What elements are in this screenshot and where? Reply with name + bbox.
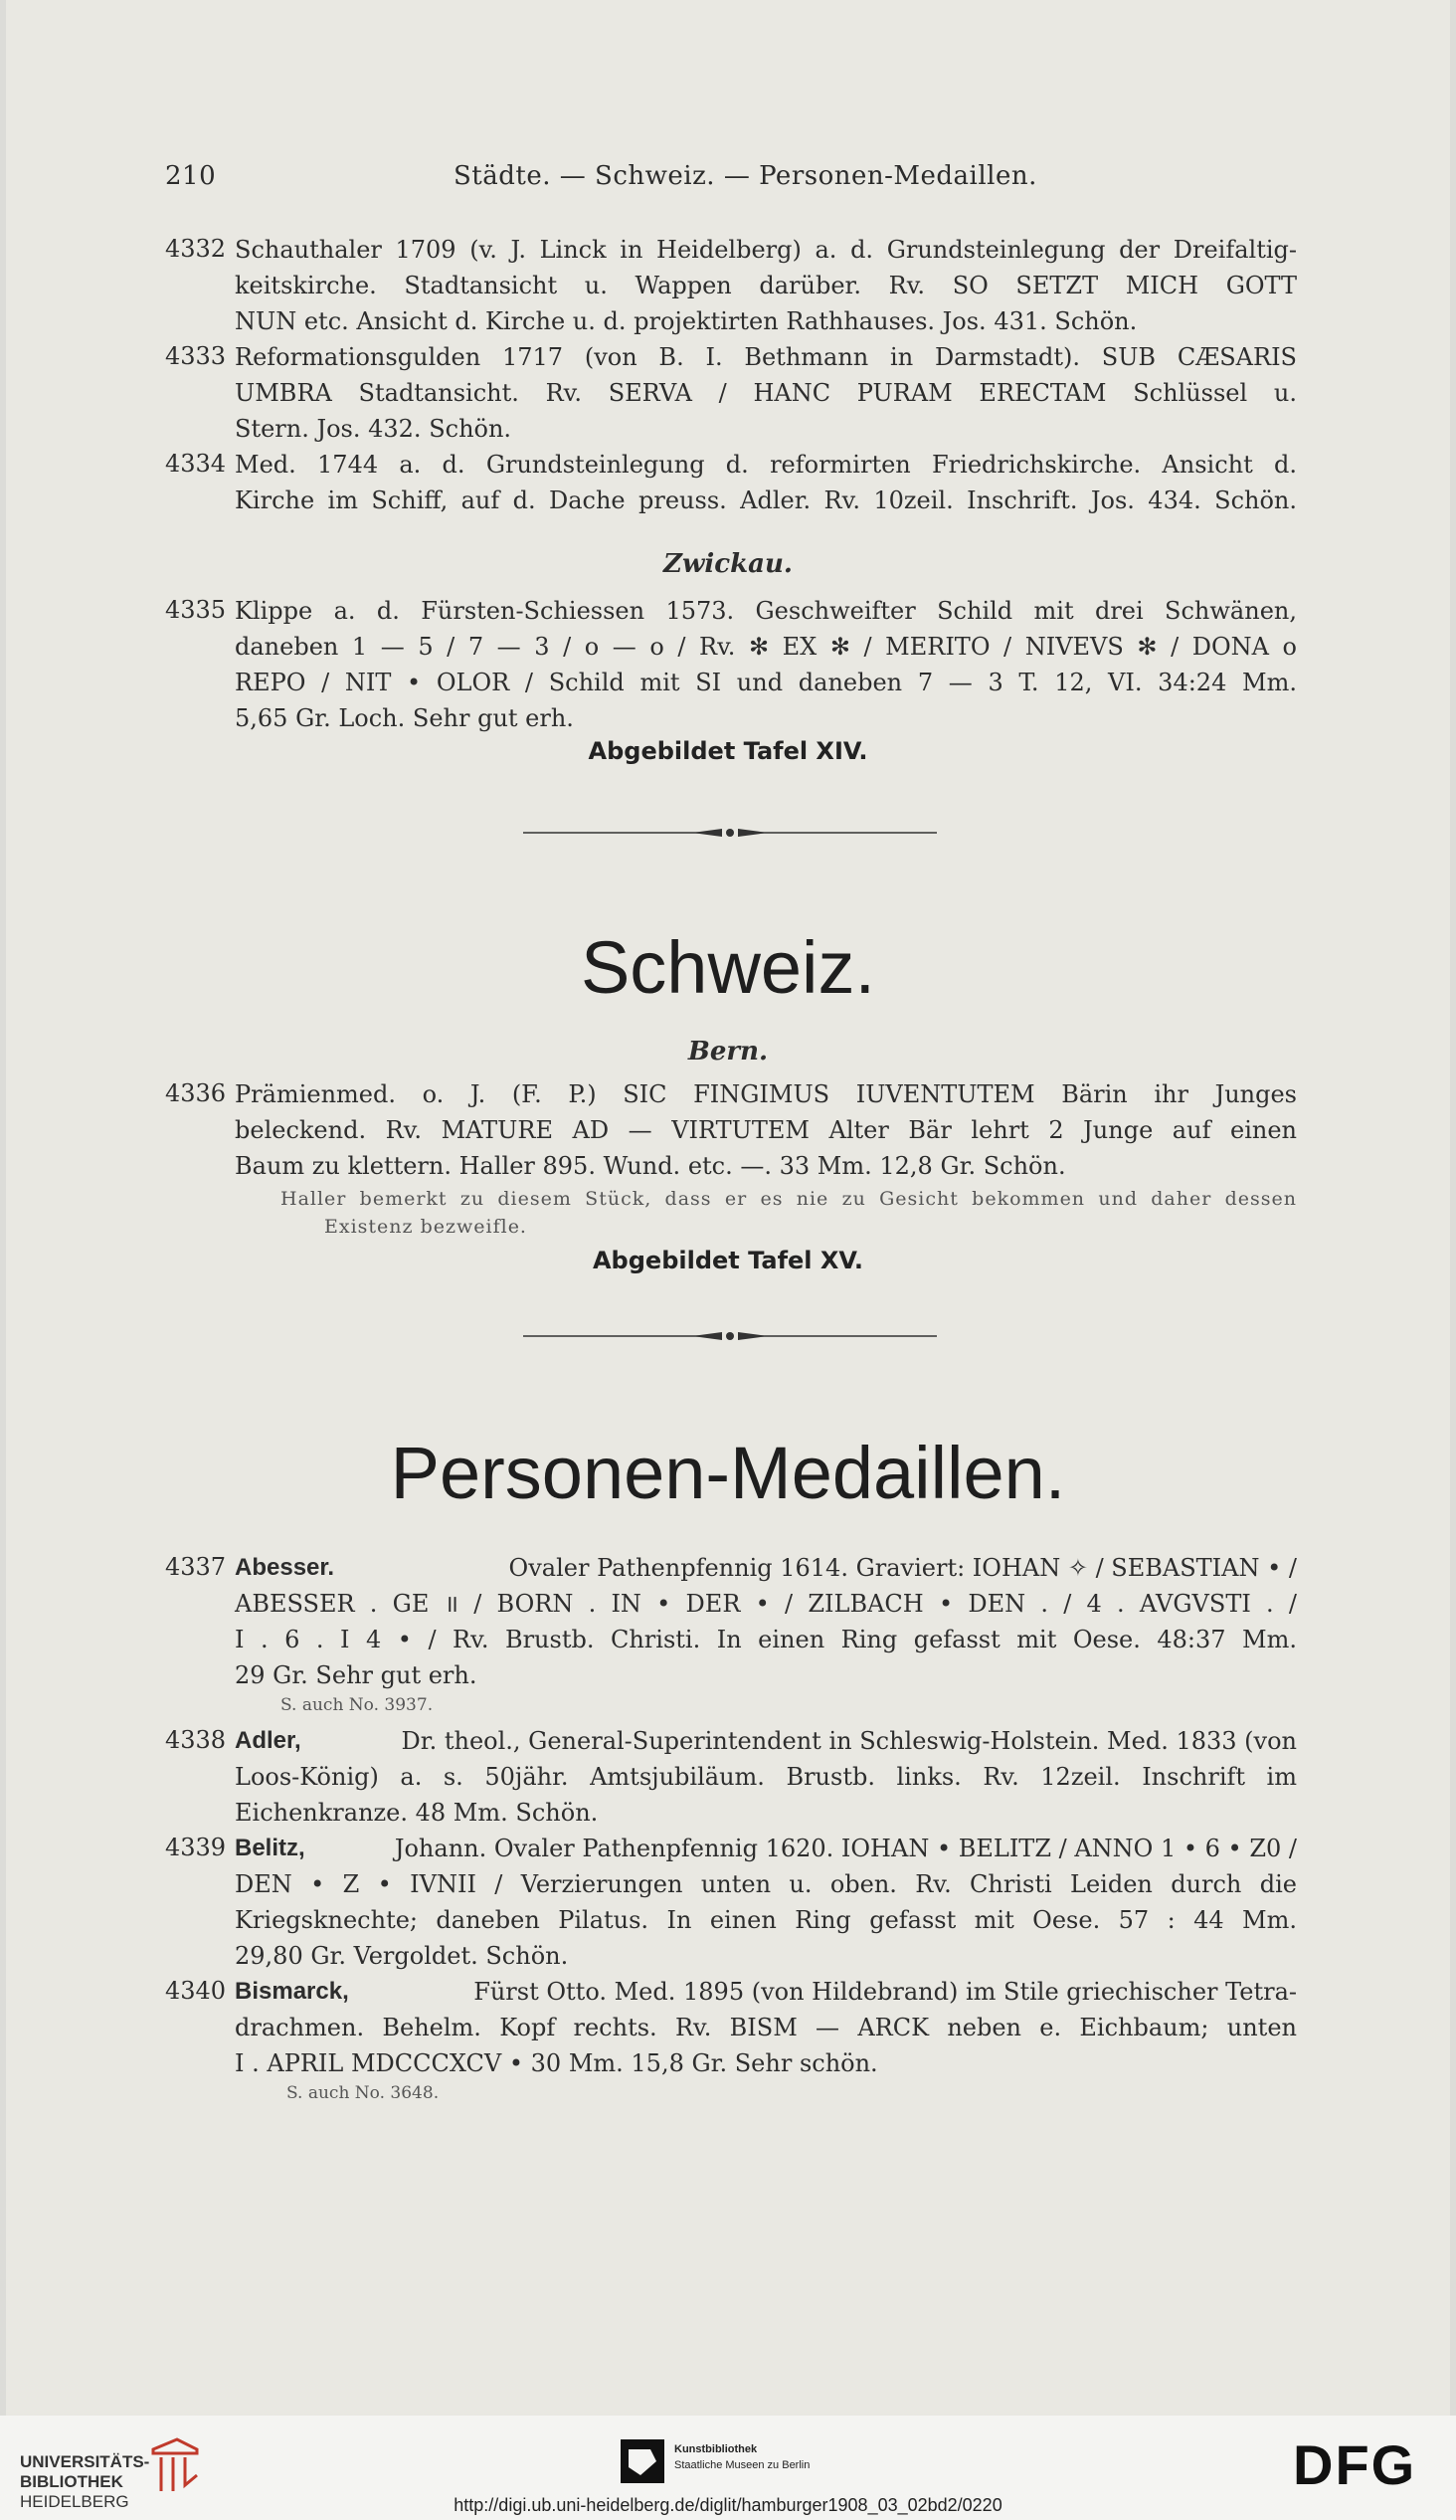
entry-name: Adler,	[235, 1727, 301, 1754]
ub-logo-line: BIBLIOTHEK	[20, 2472, 123, 2491]
entry-line: Med. 1744 a. d. Grundsteinlegung d. reformirten Friedrichskirche. Ansicht d.	[235, 451, 1297, 479]
entry-line: beleckend. Rv. MATURE AD — VIRTUTEM Alter Bär lehrt 2 Junge auf einen	[235, 1116, 1297, 1144]
entry-note: Existenz bezweifle.	[324, 1216, 527, 1238]
entry-line: Loos-König) a. s. 50jähr. Amtsjubiläum. Brustb. links. Rv. 12zeil. Inschrift im	[235, 1763, 1297, 1791]
entry-line: REPO / NIT • OLOR / Schild mit SI und daneben 7 — 3 T. 12, VI. 34:24 Mm.	[235, 669, 1297, 696]
entry-line: Kirche im Schiff, auf d. Dache preuss. Adler. Rv. 10zeil. Inschrift. Jos. 434. Schön.	[235, 486, 1297, 514]
heading-personen-medaillen: Personen-Medaillen.	[390, 1432, 1066, 1514]
entry-number: 4336	[165, 1079, 227, 1107]
kb-logo-line: Staatliche Museen zu Berlin	[674, 2459, 811, 2471]
entry-number: 4335	[165, 596, 227, 624]
entry-line: daneben 1 — 5 / 7 — 3 / o — o / Rv. ✻ EX ✻ / MERITO / NIVEVS ✻ / DONA o	[235, 633, 1297, 661]
kb-logo-line: Kunstbibliothek	[674, 2443, 758, 2455]
plate-reference: Abgebildet Tafel XV.	[592, 1247, 863, 1274]
entry-line	[235, 1550, 1297, 1586]
entry-line: drachmen. Behelm. Kopf rechts. Rv. BISM — ARCK neben e. Eichbaum; unten	[235, 2014, 1297, 2041]
entry-name: Abesser.	[235, 1554, 335, 1581]
entry-line: Baum zu klettern. Haller 895. Wund. etc. —. 33 Mm. 12,8 Gr. Schön.	[235, 1152, 1066, 1180]
entry-line: Prämienmed. o. J. (F. P.) SIC FINGIMUS IUVENTUTEM Bärin ihr Junges	[235, 1080, 1297, 1108]
entry-name: Belitz,	[235, 1835, 305, 1861]
kunstbibliothek-logo[interactable]	[674, 2441, 810, 2473]
entry-line: Kriegsknechte; daneben Pilatus. In einen Ring gefasst mit Oese. 57 : 44 Mm.	[235, 1906, 1297, 1934]
entry-line: 29 Gr. Sehr gut erh.	[235, 1661, 477, 1689]
entry-line: Stern. Jos. 432. Schön.	[235, 415, 512, 443]
entry-number: 4339	[165, 1834, 227, 1861]
section-heading-bern: Bern.	[687, 1037, 769, 1066]
entry-line: 29,80 Gr. Vergoldet. Schön.	[235, 1942, 569, 1970]
ub-logo-icon	[147, 2435, 203, 2495]
entry-number: 4338	[165, 1726, 227, 1754]
entry-line	[235, 1723, 1297, 1759]
entry-number: 4334	[165, 450, 227, 478]
entry-line	[235, 1831, 1297, 1866]
entry-note: S. auch No. 3937.	[280, 1695, 434, 1715]
entry-line: I . APRIL MDCCCXCV • 30 Mm. 15,8 Gr. Sehr schön.	[235, 2049, 878, 2077]
entry-text: Fürst Otto. Med. 1895 (von Hildebrand) im Stile griechischer Tetra-	[473, 1978, 1297, 2006]
ub-logo-line: UNIVERSITÄTS-	[20, 2452, 150, 2471]
heading-schweiz: Schweiz.	[580, 926, 876, 1009]
entry-number: 4337	[165, 1553, 227, 1581]
entry-line: Reformationsgulden 1717 (von B. I. Bethmann in Darmstadt). SUB CÆSARIS	[235, 343, 1297, 371]
entry-line: NUN etc. Ansicht d. Kirche u. d. projektirten Rathhauses. Jos. 431. Schön.	[235, 307, 1138, 335]
entry-note: Haller bemerkt zu diesem Stück, dass er es nie zu Gesicht bekommen und daher dessen	[280, 1188, 1297, 1210]
entry-line: I . 6 . I 4 • / Rv. Brustb. Christi. In einen Ring gefasst mit Oese. 48:37 Mm.	[235, 1626, 1297, 1653]
source-url[interactable]: http://digi.ub.uni-heidelberg.de/diglit/hamburger1908_03_02bd2/0220	[454, 2495, 1002, 2515]
document-page	[6, 0, 1450, 2416]
entry-name: Bismarck,	[235, 1978, 349, 2005]
entry-line: Eichenkranze. 48 Mm. Schön.	[235, 1799, 599, 1827]
entry-line: keitskirche. Stadtansicht u. Wappen darüber. Rv. SO SETZT MICH GOTT	[235, 272, 1297, 299]
entry-number: 4333	[165, 342, 227, 370]
section-heading-zwickau: Zwickau.	[663, 549, 793, 579]
entry-number: 4340	[165, 1977, 227, 2005]
entry-line: Schauthaler 1709 (v. J. Linck in Heidelberg) a. d. Grundsteinlegung der Dreifaltig-	[235, 236, 1297, 264]
ub-logo-line: HEIDELBERG	[20, 2492, 129, 2511]
ornament-divider	[523, 825, 937, 841]
entry-text: Ovaler Pathenpfennig 1614. Graviert: IOHAN ✧ / SEBASTIAN • /	[508, 1554, 1297, 1582]
kunstbibliothek-logo-icon	[621, 2439, 664, 2483]
page-number: 210	[165, 161, 217, 191]
entry-note: S. auch No. 3648.	[286, 2083, 440, 2103]
entry-number: 4332	[165, 235, 227, 263]
ornament-divider	[523, 1328, 937, 1344]
entry-text: Johann. Ovaler Pathenpfennig 1620. IOHAN • BELITZ / ANNO 1 • 6 • Z0 /	[394, 1835, 1297, 1862]
entry-line	[235, 1974, 1297, 2010]
dfg-logo[interactable]: DFG	[1293, 2433, 1417, 2496]
entry-text: Dr. theol., General-Superintendent in Schleswig-Holstein. Med. 1833 (von	[401, 1727, 1297, 1755]
entry-line: ABESSER . GE ॥ / BORN . IN • DER • / ZILBACH • DEN . / 4 . AVGVSTI . /	[235, 1590, 1297, 1618]
running-title: Städte. — Schweiz. — Personen-Medaillen.	[454, 161, 1037, 191]
entry-line: 5,65 Gr. Loch. Sehr gut erh.	[235, 704, 574, 732]
entry-line: UMBRA Stadtansicht. Rv. SERVA / HANC PURAM ERECTAM Schlüssel u.	[235, 379, 1297, 407]
entry-line: Klippe a. d. Fürsten-Schiessen 1573. Geschweifter Schild mit drei Schwänen,	[235, 597, 1297, 625]
plate-reference: Abgebildet Tafel XIV.	[588, 737, 868, 765]
entry-line: DEN • Z • IVNII / Verzierungen unten u. oben. Rv. Christi Leiden durch die	[235, 1870, 1297, 1898]
